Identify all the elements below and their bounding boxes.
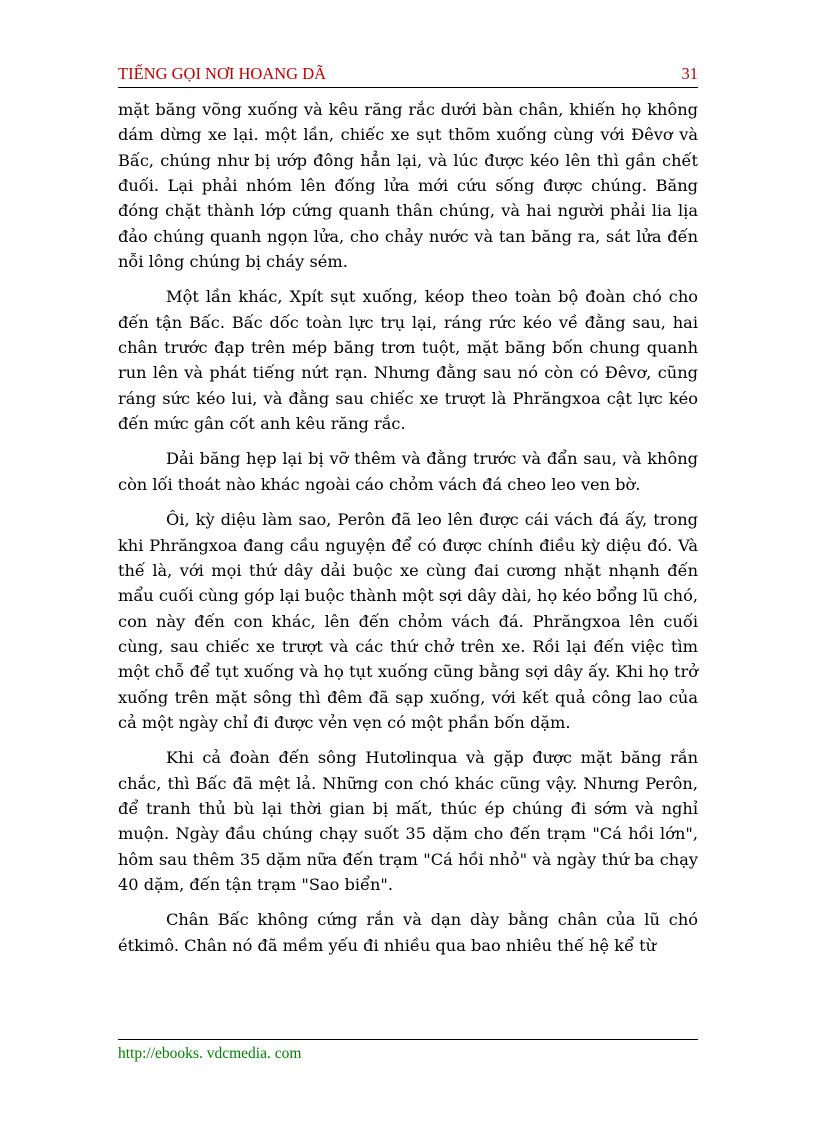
paragraph: mặt băng võng xuống và kêu răng rắc dưới bàn chân, khiến họ không dám dừng xe lại. một lần, chiếc xe sụt thõm xuống cùng với Đêvơ và Bấc, chúng như bị ướp đông hẳn lại, và lúc được kéo lên thì gần chết đuối. Lại phải nhóm lên đống lửa mới cứu sống được chúng. Băng đóng chặt thành lớp cứng quanh thân chúng, và hai người phải lia lịa đảo chúng quanh ngọn lửa, cho chảy nước và tan băng ra, sát lửa đến nỗi lông chúng bị cháy sém. (118, 100, 698, 272)
paragraph: Ôi, kỳ diệu làm sao, Perôn đã leo lên được cái vách đá ấy, trong khi Phrăngxoa đang cầu nguyện để có được chính điều kỳ diệu đó. Và thế là, với mọi thứ dây dải buộc xe cùng đai cương nhặt nhạnh đến mẩu cuối cùng góp lại buộc thành một sợi dây dài, họ kéo bổng lũ chó, con này đến con khác, lên đến chỏm vách đá. Phrăngxoa lên cuối cùng, sau chiếc xe trượt và các thứ chở trên xe. Rồi lại đến việc tìm một chỗ để tụt xuống và họ tụt xuống cũng bằng sợi dây ấy. Khi họ trở xuống trên mặt sông thì đêm đã sạp xuống, với kết quả công lao của cả một ngày chỉ đi được vẻn vẹn có một phần bốn dặm. (118, 510, 698, 732)
paragraph: Khi cả đoàn đến sông Hutơlinqua và gặp được mặt băng rắn chắc, thì Bấc đã mệt lả. Những con chó khác cũng vậy. Nhưng Perôn, để tranh thủ bù lại thời gian bị mất, thúc ép chúng đi sớm và nghỉ muộn. Ngày đầu chúng chạy suốt 35 dặm cho đến trạm "Cá hồi lớn", hôm sau thêm 35 dặm nữa đến trạm "Cá hồi nhỏ" và ngày thứ ba chạy 40 dặm, đến tận trạm "Sao biển". (118, 748, 698, 894)
page-body (118, 97, 698, 968)
footer-divider (118, 1039, 698, 1040)
footer-link[interactable]: http://ebooks. vdcmedia. com (118, 1045, 302, 1062)
header-divider (118, 87, 698, 88)
paragraph: Một lần khác, Xpít sụt xuống, kéop theo toàn bộ đoàn chó cho đến tận Bấc. Bấc dốc toàn lực trụ lại, ráng rức kéo về đằng sau, hai chân trước đạp trên mép băng trơn tuột, mặt băng bốn chung quanh run lên và phát tiếng nứt rạn. Nhưng đằng sau nó còn có Đêvơ, cũng ráng sức kéo lui, và đằng sau chiếc xe trượt là Phrăngxoa cật lực kéo đến mức gân cốt anh kêu răng rắc. (118, 287, 698, 434)
book-title: TIẾNG GỌI NƠI HOANG DÃ (118, 64, 327, 83)
paragraph: Dải băng hẹp lại bị vỡ thêm và đằng trước và đẩn sau, và không còn lối thoát nào khác ngoài cáo chỏm vách đá cheo leo ven bờ. (118, 449, 698, 494)
paragraph: Chân Bấc không cứng rắn và dạn dày bằng chân của lũ chó étkimô. Chân nó đã mềm yếu đi nhiều qua bao nhiêu thế hệ kể từ (118, 910, 698, 955)
page-number: 31 (681, 64, 698, 83)
page-header (118, 62, 698, 84)
